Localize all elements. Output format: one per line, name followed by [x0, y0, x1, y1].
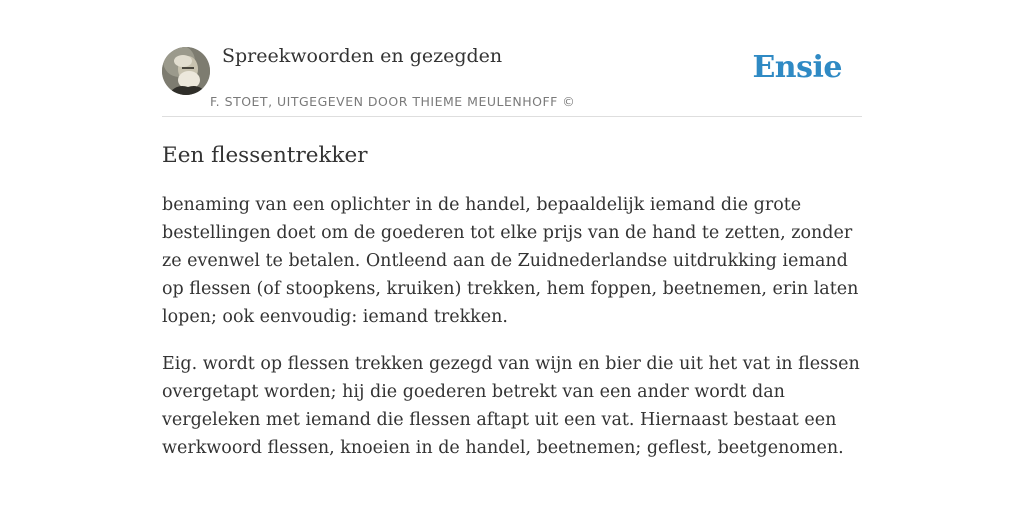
author-portrait-avatar: [162, 47, 210, 95]
entry-title: Een flessentrekker: [162, 143, 368, 168]
definition-paragraph: Eig. wordt op flessen trekken gezegd van wijn en bier die uit het vat in flessen overgetapt worden; hij die goederen betrekt van een ander wordt dan vergeleken met iemand die flessen aftapt uit een vat. Hiernaast bestaat een werkwoord flessen, knoeien in de handel, beetnemen; geflest, beetgenomen.: [162, 354, 860, 458]
definition-paragraph: benaming van een oplichter in de handel, bepaaldelijk iemand die grote bestellingen doet om de goederen tot elke prijs van de hand te zetten, zonder ze evenwel te betalen. Ontleend aan de Zuidnederlandse uitdrukking iemand op flessen (of stoopkens, kruiken) trekken, hem foppen, beetnemen, erin laten lopen; ook eenvoudig: iemand trekken.: [162, 195, 859, 327]
brand-logo-link[interactable]: Ensie: [752, 50, 842, 85]
source-header: [162, 44, 862, 117]
dictionary-title[interactable]: Spreekwoorden en gezegden: [222, 45, 503, 67]
portrait-image: [162, 47, 210, 95]
entry-card: [162, 44, 862, 462]
publisher-credit: F. STOET, UITGEGEVEN DOOR THIEME MEULENHOFF ©: [210, 94, 576, 109]
